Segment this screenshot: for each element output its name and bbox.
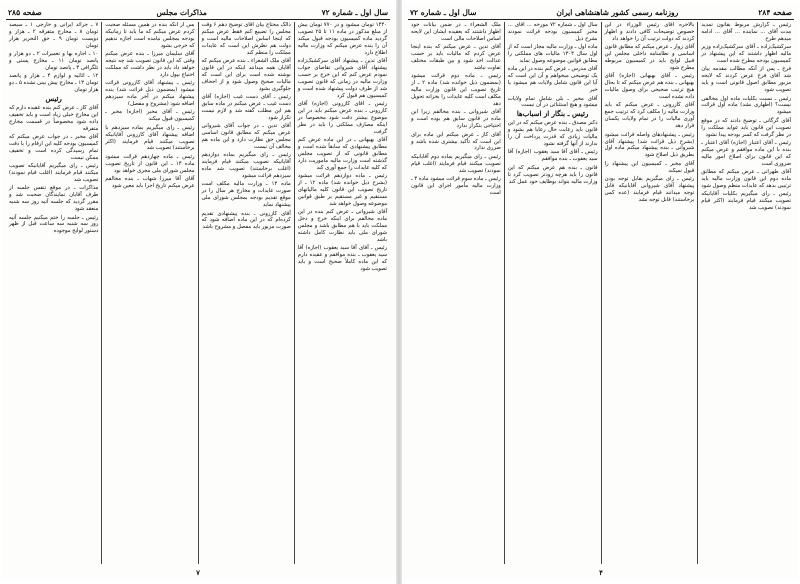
right-header-right: صفحه ۲۸۴ <box>758 7 792 17</box>
column-paragraph: رئیس ـ آقای آقا سید یعقوب (اجازه) آقا سید یعقوب ـ بنده موافقم و عقیده دارم که این ماده کاملاً صحیح است و باید تصویب شود <box>297 245 387 272</box>
column-paragraph: رئیس ـ پیشنهاد آقای کازرونی قرائت میشود (بمضمون ذیل قرائت شد) بنده پیشنهاد میکنم در آخر ماده سیزدهم اضافه شود (مشروح و مفصل) <box>105 80 195 107</box>
column-paragraph: ۱۰ ـ اجاره بها و تعمیرات ۲ ـ دو هزار و پانصد تومان ۱۱ ـ مخارج پستی و تلگرافی ۳ ـ پانصد تومان <box>9 51 99 71</box>
column-paragraph: رئیس ـ رای میگیریم بقابل توجه بودن پیشنهاد آقای شیروانی آقایانیکه قابل توجه میدانند قیام فرمایند (عده کمی برخاستند) قابل توجه نشد <box>604 176 695 203</box>
column-paragraph: آقای سلیمان میرزا ـ بنده عرض میکنم وقتی که این قانون تصویب شد چه نتیجه خواهد داد باید در نظر داشت که مملکت احتیاج بپول دارد <box>105 51 195 78</box>
left-column-1 <box>294 22 390 564</box>
column-paragraph: ۷ ـ جرائد ایرانی و خارجی ۱ ـ سیصد تومان ۸ ـ مخارج متفرقه ۲ ـ هزار و دویست تومان ۹ ـ حق التحریر هزار تومان <box>9 22 99 49</box>
column-paragraph: رئیس ـ آقای اعتبار (اجازه) آقای اعتبار ـ بنده با این ماده موافقم و عرض میکنم که این قانون برای اصلاح امور مالیه ضروری است <box>701 140 791 167</box>
column-paragraph: بالاخره آقای رئیس الوزراء در این خصوص توضیحات کافی دادند و اظهار کردند که دولت ترتیب آن را خواهد داد <box>604 22 695 42</box>
left-columns <box>6 22 390 564</box>
section-heading: رئیس <box>45 94 62 104</box>
column-paragraph: رئیس ـ پیشنهادهای واصله قرائت میشود (بشرح ذیل قرائت شد) پیشنهاد آقای شیروانی ـ بنده پیشنهاد میکنم ماده اول بطریق ذیل اصلاح شود <box>604 131 695 159</box>
column-paragraph: آقای تدین ـ عرض میکنم که بنده اینجا عرض کردم که مالیات باید بر حسب عدالت اخذ شود و بین طبقات مختلف تفاوت نباشد <box>411 44 501 71</box>
column-paragraph: رئیس ـ ماده دوم قرائت میشود (بمضمون ذیل خوانده شد) ماده ۲ ـ از تاریخ تصویب این قانون وزارت مالیه مکلف است کلیه عایدات را بخزانه تحویل دهد <box>411 73 501 107</box>
left-header-right: سال اول ـ شماره ۷۲ <box>321 7 388 17</box>
right-header-left: سال اول ـ شماره ۷۲ <box>410 7 477 17</box>
column-paragraph: رئیس ـ آقای بهبهانی (اجازه) آقای بهبهانی ـ بنده هم عرض میکنم که تا بحال هیچ ترتیب صحیحی برای وصول مالیات داده نشده است <box>604 73 695 101</box>
section-heading: رئیس ـ بنگار از اسباب‌ها <box>516 109 589 119</box>
column-paragraph: ماده ۱۳ ـ وزارت مالیه مکلف است صورت عایدات و مخارج هر سال را در موقع تقدیم بودجه بمجلس شورای ملی پیشنهاد نماید <box>201 181 291 209</box>
column-paragraph: سال اول ـ شماره ۷۲ مورخه ... آقای ... مخبر کمیسیون بودجه قرائت نمودند بشرح ذیل <box>507 22 598 42</box>
column-paragraph: ۱۲ ـ اثاثیه و لوازم ۴ ـ هزار و پانصد تومان ۱۳ ـ مخارج پیش بینی نشده ۵ ـ دو هزار تومان <box>9 73 99 94</box>
column-paragraph: آقای کاز ـ عرض میکنم این ماده برای این است که تأکید بیشتری شده باشد و ضرری ندارد <box>411 131 501 152</box>
column-paragraph: رئیس ـ آقای مخبر (اجازه) مخبر ـ کمیسیون قبول میکند <box>105 109 195 123</box>
right-column-2 <box>601 22 698 564</box>
column-paragraph: فرخ ـ پس از آنکه مطالب مقدمه بیان شد آقای فرخ عرض کردند که لایحه مزبور مطابق اصول قانونی است و باید تصویب شود <box>701 66 791 94</box>
column-paragraph: رئیس ـ رای میگیریم بماده دوازدهم آقایانیکه تصویب میکنند قیام فرمایند (اغلب برخاستند) تصویب شد ماده سیزدهم قرائت میشود <box>201 152 291 180</box>
column-paragraph: رئیس ـ آقای دست غیب (اجازه) آقای دست غیب ـ عرض میکنم در ماده سابق هم این مطلب گفته شد و لازم نیست تکرار شود <box>201 94 291 121</box>
left-page <box>2 4 394 580</box>
right-column-1 <box>697 22 794 564</box>
column-paragraph: دکتر مصدق ـ بنده عرض میکنم که در این قانون باید رعایت حال رعایا هم بشود و مالیات زیادی که قدرت پرداخت آن را ندارند از آنها گرفته نشود <box>507 120 598 147</box>
column-paragraph: آقای مخبر ـ کمیسیون این پیشنهاد را قبول نمیکند <box>604 160 695 174</box>
column-paragraph: آقای مدرس ـ عرض کنم بنده در این ماده یک توضیحی میخواهم و آن این است که آیا این قانون شامل ولایات هم میشود یا خیر <box>507 66 598 94</box>
column-paragraph: آقای بهبهانی ـ در این ماده عرض کنم مطابق پیشنهادی که سابقاً شده است و مطابق قانونی که از تصویب مجلس گذشته است وزارت مالیه ماموریت دارد که کلیه عایدات را جمع آوری کند <box>297 137 387 171</box>
column-paragraph: آقای مخبر ـ در جواب عرض میکنم که کمیسیون بودجه کلیه این ارقام را با دقت تمام رسیدگی کرده است و تخفیف ممکن نیست <box>9 134 99 161</box>
column-paragraph: رئیس ـ ماده سوم قرائت میشود ماده ۳ ـ وزارت مالیه مأمور اجرای این قانون است <box>411 176 501 196</box>
column-paragraph: رئیس ـ ماده چهاردهم قرائت میشود ماده ۱۴ ـ این قانون از تاریخ تصویب مجلس شورای ملی مجری خواهد بود <box>105 153 195 174</box>
column-paragraph: رئیس ـ رای میگیریم بماده سیزدهم با اضافه پیشنهاد آقای کازرونی آقایانیکه تصویب میکنند قیام فرمایند (اکثر برخاستند) تصویب شد <box>105 124 195 152</box>
column-paragraph: آقای مخبر ـ بلی شامل تمام ولایات میشود و هیچ استثنائی در آن نیست <box>507 95 598 109</box>
column-paragraph: آقای تدین ـ در جواب آقای شیروانی عرض میکنم که مطابق قانون اساسی مجلس حق نظارت دارد و این ماده هم مخالف آن نیست <box>201 123 291 150</box>
left-column-3 <box>101 22 197 564</box>
column-paragraph: رئیس ـ آقای آقا سید یعقوب (اجازه) آقا سید یعقوب ـ بنده موافقم <box>507 149 598 163</box>
column-paragraph: آقای کاز ـ عرض کنم بنده عقیده دارم که این مخارج خیلی زیاد است و باید تخفیف داده شود مخصوصاً در قسمت مخارج متفرقه <box>9 104 99 132</box>
right-header-rule <box>408 19 794 20</box>
column-paragraph: آقای آقا میرزا شهاب ـ بنده مخالفم عرض میکنم تاریخ اجرا باید معین شود <box>105 176 195 189</box>
right-page-header <box>404 6 798 18</box>
column-paragraph: رئیس ـ رای میگیریم بماده دوم آقایانیکه تصویب میکنند قیام فرمایند (اغلب قیام نمودند) تصویب شد <box>411 153 501 174</box>
column-paragraph: ماده اول ـ وزارت مالیه مجاز است که از اول سال ۱۳۰۴ مالیات های مملکتی را مطابق قوانین موضوعه وصول نماید <box>507 44 598 65</box>
left-column-2 <box>198 22 294 564</box>
column-paragraph: ذالک محتاج بیان آقای توضیح دهم ۶ وقت مجلس را تضییع کنم فقط عرض میکنم که اینجا اساس اصلاحات مالیه است و دولت هم نظرش این است که عایدات مملکت را منظم کند <box>201 22 291 56</box>
column-paragraph: آقای کازرونی ـ عرض میکنم که باید وزارت مالیه را مکلف کرد که ترتیب جمع آوری مالیات را در تمام ولایات یکسان قرار دهد <box>604 102 695 130</box>
column-paragraph: ملک الشعراء ـ در ضمن بیانات خود اظهار داشتند که بعقیده ایشان این لایحه اساس اصلاحات مالی است <box>411 22 501 42</box>
right-columns <box>408 22 794 564</box>
left-header-left: صفحه ۲۸۵ <box>8 7 42 17</box>
column-paragraph: آقای تدین ـ پیشنهاد آقای سرکشیک‌زاده پیشنهاد آقای شیروانی تقاضای جواب نمودم عرض کنم که این خرج بر حسب وزارت مالیه در زمانی که قانون تصویب شد از طرف دولت پیشنهاد شده است و کمیسیون هم قبول کرد <box>297 58 387 99</box>
column-paragraph: آقای شیروانی ـ عرض کنم بنده در این ماده مخالفم برای اینکه خرج و دخل مملکت باید با هم مطابق باشد و مجلس شورای ملی باید نظارت کامل داشته باشد <box>297 209 387 243</box>
column-paragraph: رئیس ـ گزارش مربوط بقانون تمدید مدت آقای ... نماینده ... آقای ... ادامه میدهم طرح <box>701 22 791 42</box>
right-column-3 <box>504 22 601 564</box>
column-paragraph: بس از آنکه بنده در همین مسئله صحبت کردم عرض میکنم که ما باید تا زمانیکه بودجه بمجلس نیامده است اجازه ندهیم که خرجی بشود <box>105 22 195 49</box>
column-paragraph: آقای شیروانی ـ بنده مخالفم زیرا این ماده در قانون سابق هم بوده است و احتیاجی بتکرار ندارد <box>411 109 501 130</box>
column-paragraph: آقای زوار ـ عرض میکنم که مطابق قانون اساسی و نظامنامه داخلی مجلس این قبیل لوایح باید در کمیسیون مربوطه مطرح شود <box>604 44 695 71</box>
column-paragraph: رئیس ـ جلسه را ختم میکنیم جلسه آتیه روز سه شنبه سه ساعت قبل از ظهر دستور لوایح موجوده <box>9 214 99 235</box>
column-paragraph: آقای طهرانی ـ عرض میکنم که مطابق ماده دوم این قانون وزارت مالیه باید ترتیبی بدهد که عایدات منظم وصول شود <box>701 169 791 189</box>
column-paragraph: رئیس ـ رای میگیریم آقایانیکه تصویب میکنند قیام فرمایند (اغلب قیام نمودند) تصویب شد <box>9 163 99 184</box>
left-page-header <box>2 6 394 18</box>
column-paragraph: قانون ـ بنده هم عرض میکنم که این قانون را باید هرچه زودتر تصویب کرد تا وزارت مالیه بتواند بوظایف خود عمل کند <box>507 164 598 185</box>
column-paragraph: رئیس ـ نسبت بکلیات ماده اول مخالفی نیست؟ (اظهاری نشد) ماده اول قرائت میشود <box>701 95 791 116</box>
left-header-rule <box>6 19 390 20</box>
column-paragraph: رئیس ـ ماده دوازدهم قرائت میشود (بشرح ذیل خوانده شد) ماده ۱۲ ـ از تاریخ تصویب این قانون کلیه مالیاتهای مستقیم و غیر مستقیم بر طبق قوانین موضوعه وصول خواهد شد <box>297 173 387 207</box>
column-paragraph: رئیس ـ رای میگیریم بکلیات آقایانیکه تصویب میکنند قیام فرمایند (اکثر قیام نمودند) تصویب شد <box>701 191 791 212</box>
left-header-center: مذاکرات مجلس <box>156 7 207 17</box>
right-column-4 <box>408 22 504 564</box>
left-column-4 <box>6 22 101 564</box>
column-paragraph: رئیس ـ اقای کازرونی (اجازه) آقای کازرونی ـ بنده عرض میکنم باید در این موضوع بیشتر دقت شود مخصوصاً در اینکه مصارف مملکتی را باید در نظر گرفت <box>297 100 387 135</box>
right-page-number: ۴ <box>599 568 603 577</box>
right-page <box>404 4 798 580</box>
left-page-number: ۷ <box>196 568 200 577</box>
column-paragraph: ۱۴۴۰ تومان میشود و در ۷۷۰ تومان بیش از مبلغ مذکور در ماده ۱۱ تا ۲۵ تصویب گردید ماده کمیسیون بودجه قبول میکند آن را بنده عرض میکنم که وزارت مالیه اطلاع دارد <box>297 22 388 56</box>
column-paragraph: آقای کازرونی ـ بنده پیشنهادی تقدیم کرده‌ام که در این ماده اضافه شود که صورت مزبور باید مفصل و مشروح باشد <box>201 210 291 231</box>
column-paragraph: سرکشیک‌زاده ـ آقای سرکشیک‌زاده وزیر مالیه اظهار داشتند که این پیشنهاد در کمیسیون بودجه مطرح شده است <box>701 44 791 65</box>
column-paragraph: آقای گرگانی ـ توضیح دادند که در موقع تصویب این قانون باید عواید مملکت را در نظر گرفت که کسر بودجه پیدا نشود <box>701 117 791 138</box>
column-paragraph: آقای ملک الشعراء ـ بنده عرض میکنم که آقایان همه میدانند اینکه در این قانون نوشته شده است برای این است که مالیات صحیح وصول شود و از اجحاف جلوگیری بشود <box>201 58 291 92</box>
right-header-center: روزنامه رسمی کشور شاهنشاهی ایران <box>556 7 679 17</box>
column-paragraph: مذاکرات ـ در موقع تنفس جلسه از طرف آقایان نمایندگان صحبت شد و مقرر گردید که جلسه آتیه روز سه شنبه منعقد شود <box>9 185 99 213</box>
book-gutter <box>396 0 402 584</box>
